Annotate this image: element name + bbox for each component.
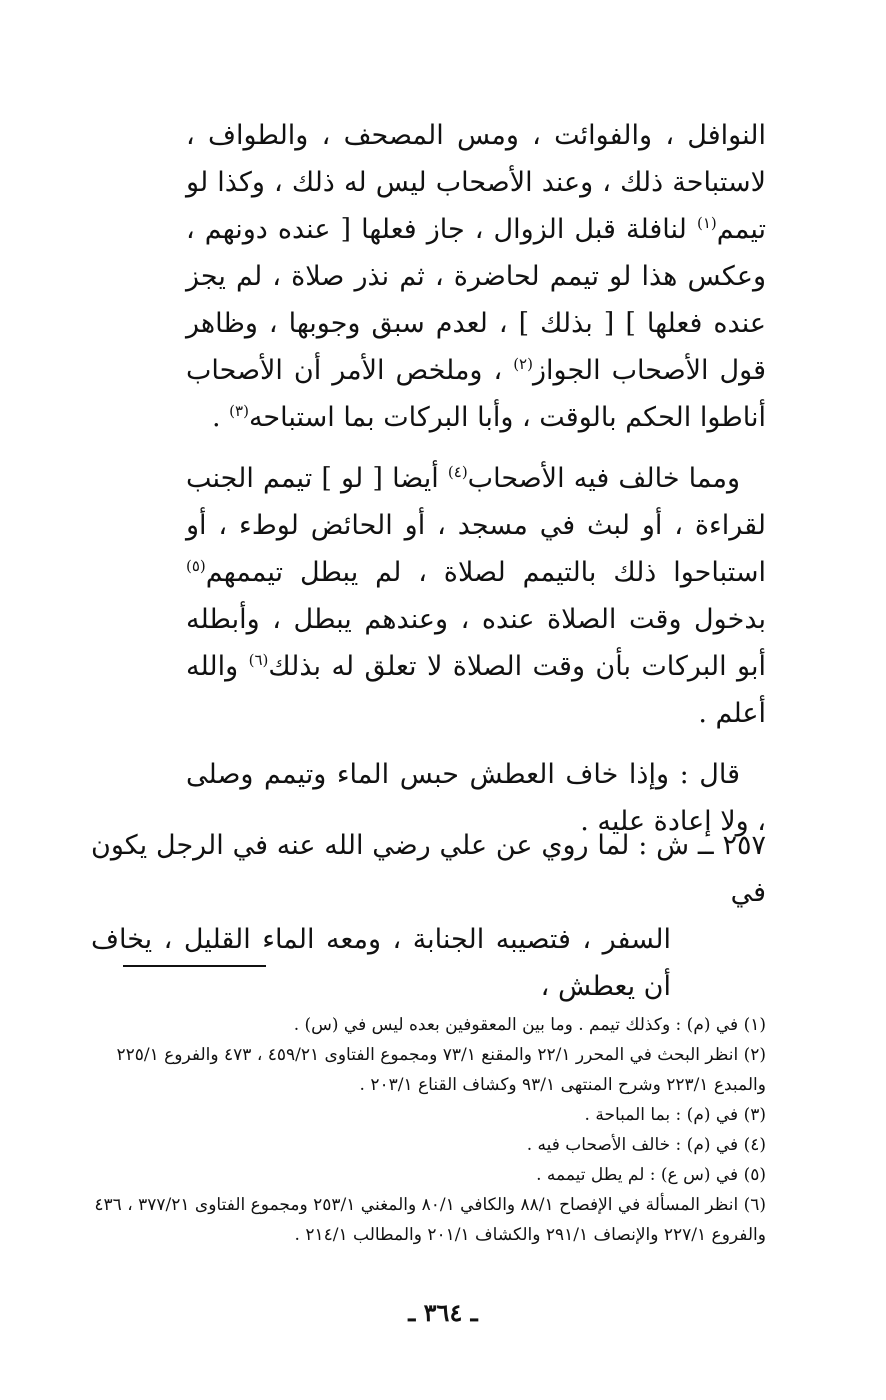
text-segment: أيضا [ لو ] تيمم الجنب لقراءة ، أو لبث في مسجد ، أو الحائض لوطء ، أو استباحوا ذلك بالتيمم لصلاة ، لم يبطل تيممهم	[186, 463, 766, 588]
paragraph-1	[186, 112, 766, 441]
footnote-divider	[123, 965, 266, 967]
footnotes	[91, 1010, 766, 1250]
numbered-entry	[91, 822, 766, 1010]
entry-line-1: ٢٥٧ ــ ش : لما روي عن علي رضي الله عنه في الرجل يكون في	[91, 830, 766, 908]
footnote-ref: (٤)	[447, 463, 468, 481]
text-segment: .	[211, 402, 230, 433]
footnote-1: (١) في (م) : وكذلك تيمم . وما بين المعقوفين بعده ليس في (س) .	[293, 1015, 766, 1035]
entry-line-2: السفر ، فتصيبه الجنابة ، ومعه الماء القليل ، يخاف أن يعطش ،	[91, 924, 671, 1002]
footnote-3: (٣) في (م) : بما المباحة .	[584, 1105, 766, 1125]
paragraph-2	[186, 455, 766, 737]
footnote-ref: (٢)	[513, 355, 533, 373]
footnote-ref: (٦)	[248, 651, 269, 669]
footnote-4: (٤) في (م) : خالف الأصحاب فيه .	[526, 1135, 766, 1155]
main-text	[186, 112, 766, 845]
page-number: ـ ٣٦٤ ـ	[408, 1298, 478, 1327]
footnote-2: (٢) انظر البحث في المحرر ٢٢/١ والمقنع ٧٣/١ ومجموع الفتاوى ٤٥٩/٢١ ، ٤٧٣ والفروع ٢٢٥/١ والمبدع ٢٢٣/١ وشرح المنتهى ٩٣/١ وكشاف القناع ٢٠٣/١ .	[116, 1045, 766, 1095]
text-segment: بدخول وقت الصلاة عنده ، وعندهم يبطل ، وأبطله أبو البركات بأن وقت الصلاة لا تعلق له بذلك	[186, 604, 767, 682]
text-segment: لنافلة قبل الزوال ، جاز فعلها [ عنده دونهم ، وعكس هذا لو تيمم لحاضرة ، ثم نذر صلاة ، لم يجز عنده فعلها ] [ بذلك ] ، لعدم سبق وجوبها ، وظاهر قول الأصحاب الجواز	[186, 214, 766, 386]
text-segment: النوافل ، والفوائت ، ومس المصحف ، والطواف ، لاستباحة ذلك ، وعند الأصحاب ليس له ذلك ، وكذا لو تيمم	[186, 120, 766, 245]
footnote-ref: (٥)	[186, 557, 206, 575]
text-segment: ومما خالف فيه الأصحاب	[467, 463, 740, 494]
footnote-ref: (٣)	[229, 402, 249, 420]
text-segment: ، وملخص الأمر أن الأصحاب أناطوا الحكم بالوقت ، وأبا البركات بما استباحه	[186, 355, 766, 433]
text-segment: والله أعلم .	[186, 651, 766, 729]
footnote-ref: (١)	[696, 214, 717, 232]
footnote-6: (٦) انظر المسألة في الإفصاح ٨٨/١ والكافي ٨٠/١ والمغني ٢٥٣/١ ومجموع الفتاوى ٣٧٧/٢١ ، ٤٣٦ والفروع ٢٢٧/١ والإنصاف ٢٩١/١ والكشاف ٢٠١/١ والمطالب ٢١٤/١ .	[94, 1195, 766, 1245]
footnote-5: (٥) في (س ع) : لم يطل تيممه .	[536, 1165, 766, 1185]
paragraph-3: قال : وإذا خاف العطش حبس الماء وتيمم وصلى ، ولا إعادة عليه .	[186, 759, 766, 837]
